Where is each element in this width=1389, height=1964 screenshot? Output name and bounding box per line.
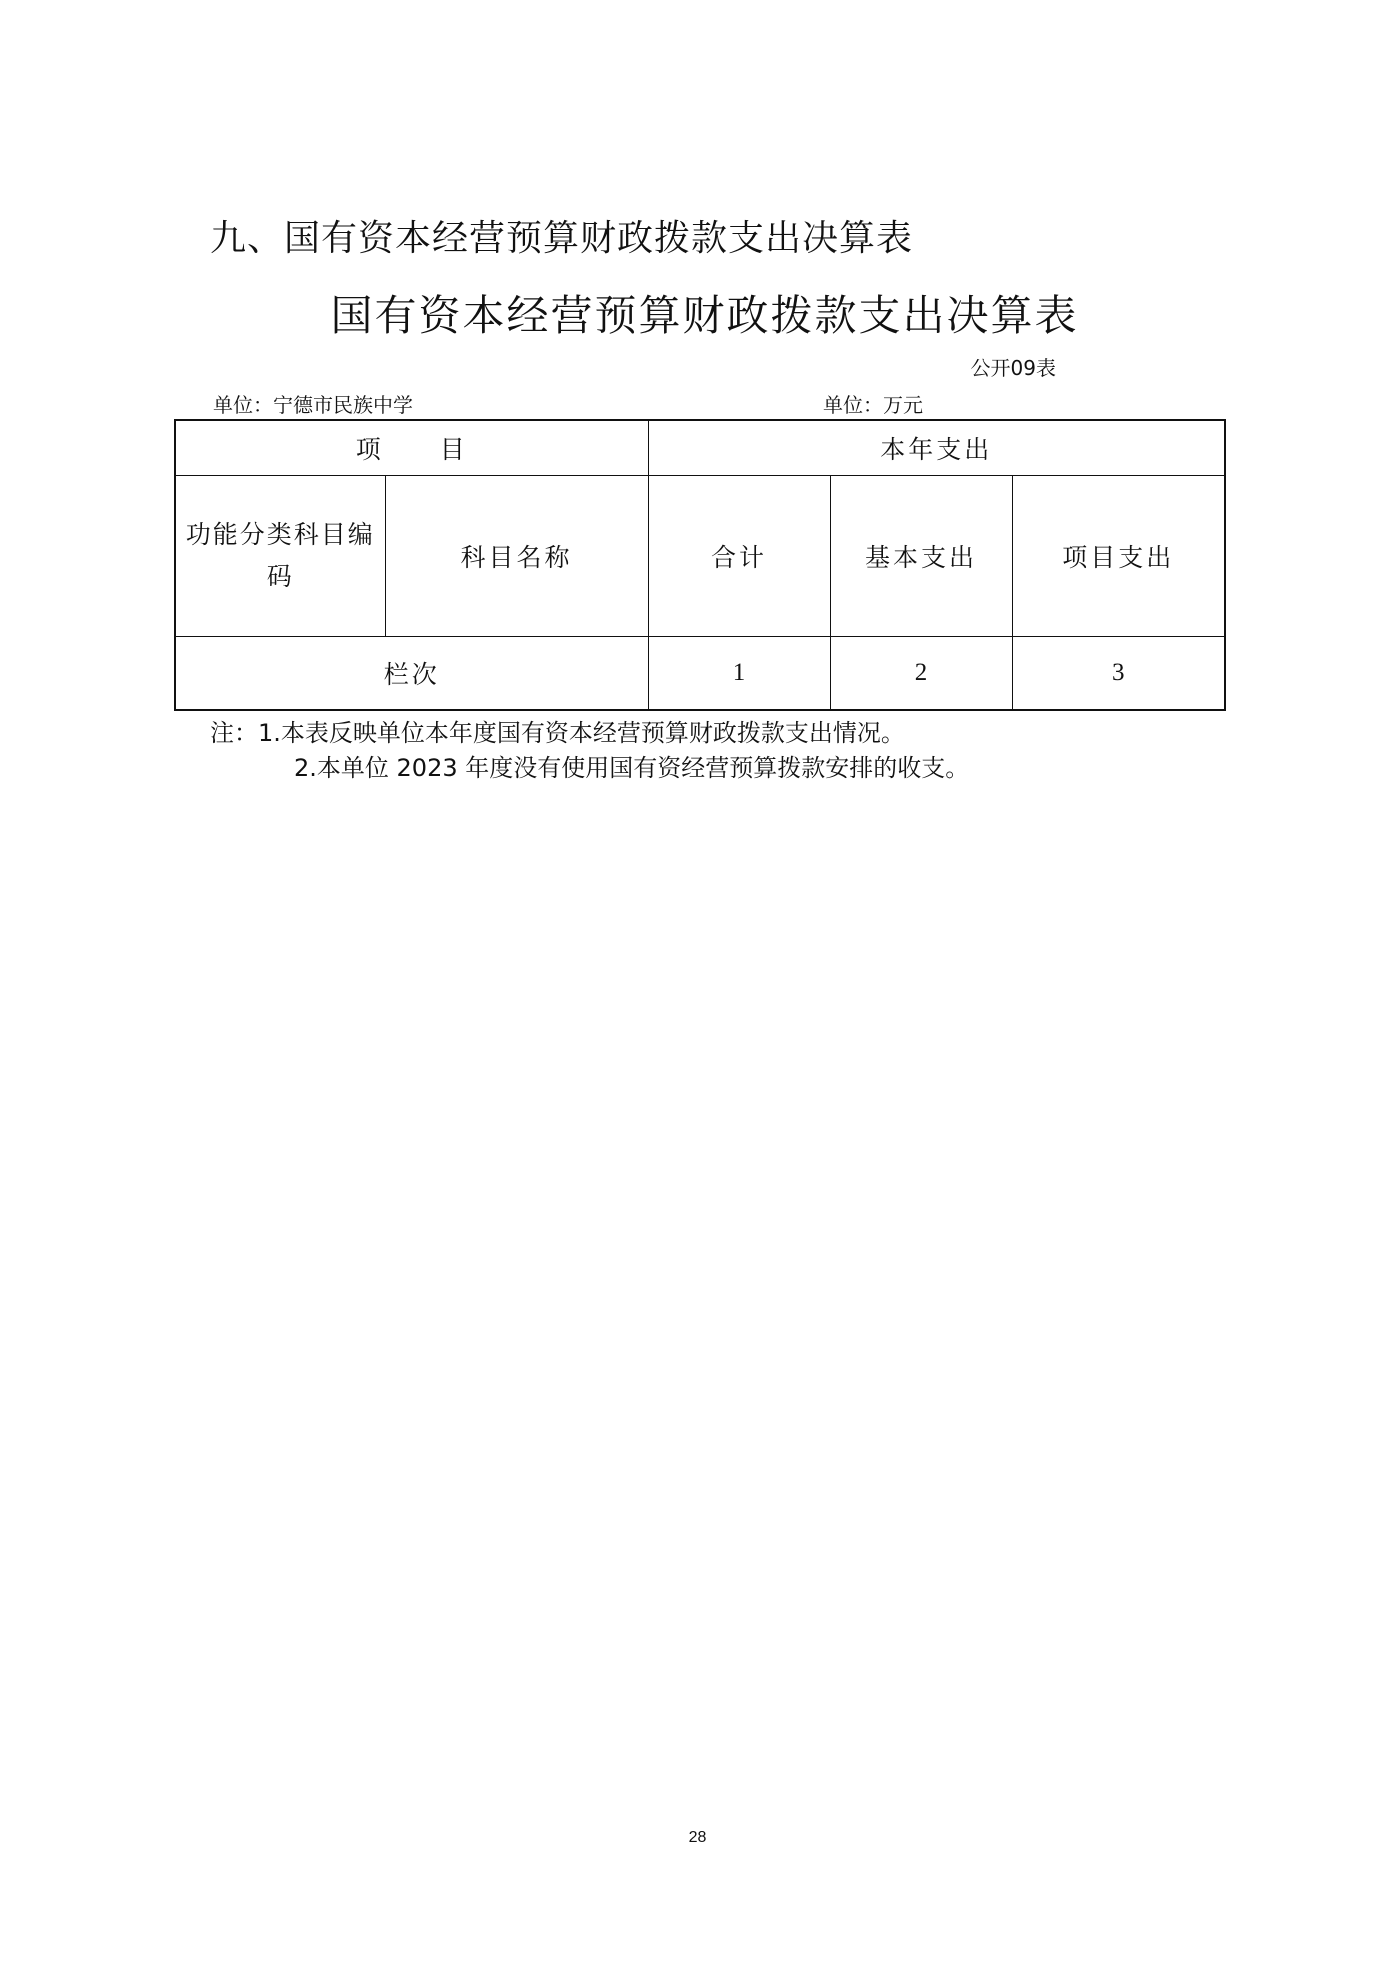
section-heading: 九、国有资本经营预算财政拨款支出决算表: [210, 218, 914, 259]
col-code-header: 功能分类科目编码: [175, 476, 385, 637]
table-header-row: [175, 420, 1225, 476]
col-name-header: 科目名称: [385, 476, 648, 637]
form-code: 公开09表: [970, 356, 1056, 380]
table-index-row: [175, 637, 1225, 711]
col-project-header: 项目支出: [1012, 476, 1225, 637]
unit-organization: 单位：宁德市民族中学: [213, 393, 413, 417]
table-title: 国有资本经营预算财政拨款支出决算表: [330, 291, 1079, 340]
col-basic-header: 基本支出: [830, 476, 1012, 637]
budget-table: [174, 419, 1226, 711]
table-notes: [210, 716, 969, 786]
note-line-2: 2.本单位 2023 年度没有使用国有资经营预算拨款安排的收支。: [294, 754, 970, 782]
index-total-cell: 1: [648, 637, 830, 711]
col-total-header: 合计: [648, 476, 830, 637]
page-number: 28: [688, 1829, 707, 1846]
table-subheader-row: [175, 476, 1225, 637]
index-label-cell: 栏次: [175, 637, 648, 711]
header-item-cell: 项 目: [175, 420, 648, 476]
index-project-cell: 3: [1012, 637, 1225, 711]
index-basic-cell: 2: [830, 637, 1012, 711]
header-expenditure-cell: 本年支出: [648, 420, 1225, 476]
unit-currency: 单位：万元: [823, 393, 923, 417]
note-line-1: 注：1.本表反映单位本年度国有资本经营预算财政拨款支出情况。: [210, 719, 905, 747]
